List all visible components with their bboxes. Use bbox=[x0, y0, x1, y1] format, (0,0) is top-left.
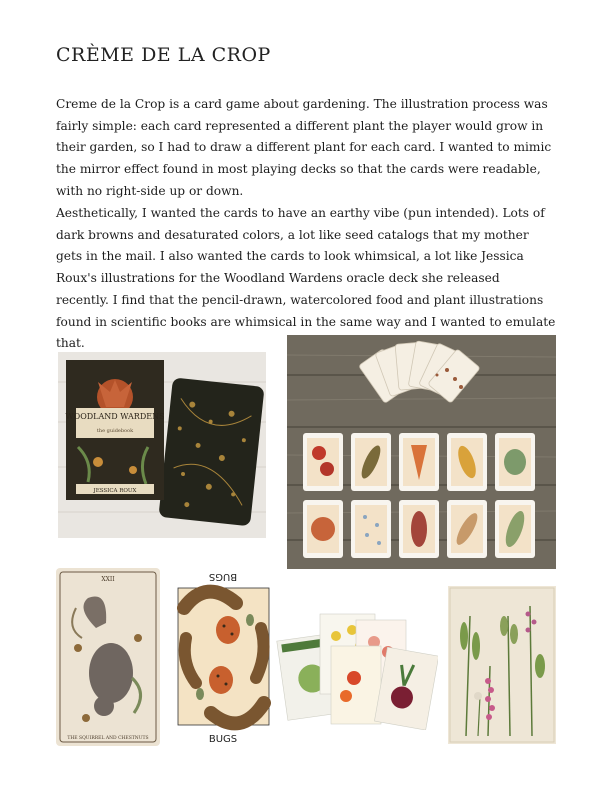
paragraph-intro: Creme de la Crop is a card game about gardening. The illustration process was fairly simple: each card represented a different plant the player would grow in their garden, so I had to draw a different plant for each card. I wanted to mimic the mirror effect found in most playing decks so that the cards were readable, with no right-side up or down. bbox=[56, 97, 552, 198]
squirrel-card-caption: THE SQUIRREL AND CHESTNUTS bbox=[67, 736, 149, 741]
page-title: CRÈME DE LA CROP bbox=[56, 44, 271, 66]
box-subtitle: the guidebook bbox=[96, 428, 134, 434]
botanical-plate-illustration bbox=[448, 586, 556, 744]
woodland-wardens-photo bbox=[58, 352, 266, 538]
bugs-card-top-label: BUGS bbox=[208, 571, 238, 582]
box-author: JESSICA ROUX bbox=[93, 488, 137, 494]
seed-packets-photo bbox=[276, 606, 438, 730]
squirrel-card-number: XXII bbox=[101, 576, 115, 583]
bugs-card-bottom-label: BUGS bbox=[208, 734, 238, 745]
paragraph-aesthetics: Aesthetically, I wanted the cards to have an earthy vibe (pun intended). Lots of dark browns and desaturated colors, a lot like seed catalogs that my mother gets in the mail. I also wanted the cards to look whimsical, a lot like Jessica Roux's illustrations for the Woodland Wardens oracle deck she released recently. I find that the pencil-drawn, watercolored food and plant illustrations found in scientific books are whimsical in the same way and I wanted to emulate that. bbox=[56, 206, 556, 351]
squirrel-card-illustration bbox=[56, 568, 160, 746]
box-title-line: WOODLAND WARDENS bbox=[65, 412, 165, 421]
card-game-photo bbox=[287, 335, 556, 569]
bugs-card-illustration bbox=[176, 568, 271, 746]
